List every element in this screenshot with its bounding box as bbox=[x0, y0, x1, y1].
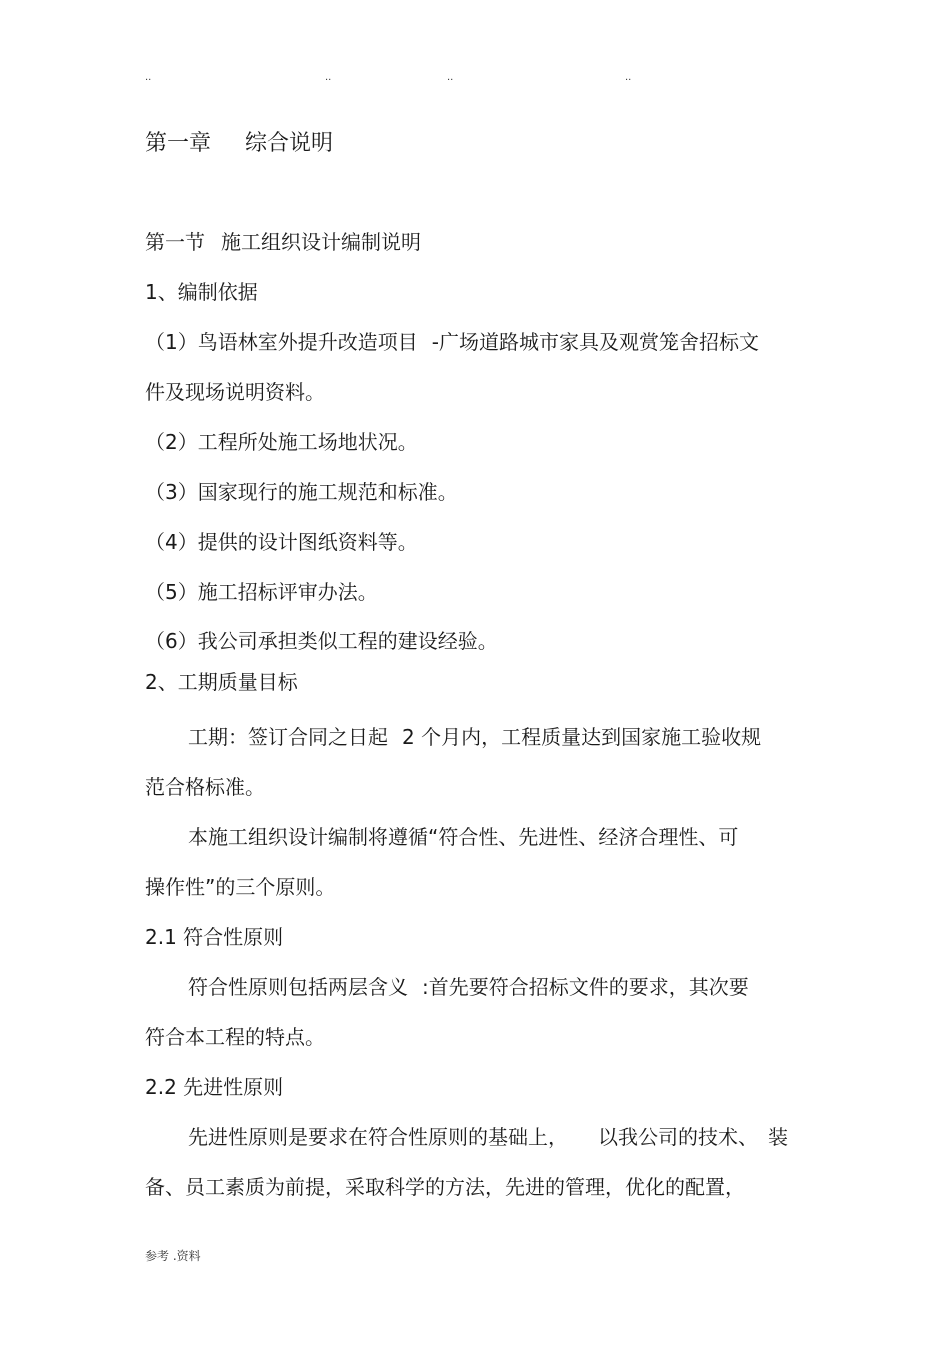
chapter-name: 综合说明 bbox=[245, 131, 334, 156]
conformity-paragraph bbox=[188, 974, 749, 1000]
schedule-paragraph-continued: 范合格标准。 bbox=[145, 775, 265, 799]
basis-item-1-continued: 件及现场说明资料。 bbox=[145, 380, 325, 404]
schedule-part-b: 2 个月内，工程质量达到国家施工验收规 bbox=[402, 725, 762, 749]
heading-conformity: 2.1 符合性原则 bbox=[145, 925, 284, 949]
header-mark: .. bbox=[145, 72, 152, 83]
basis-item-5: （5）施工招标评审办法。 bbox=[145, 580, 378, 604]
chapter-title bbox=[145, 130, 333, 158]
basis-item-2: （2）工程所处施工场地状况。 bbox=[145, 430, 418, 454]
section-title bbox=[145, 229, 421, 255]
advanced-paragraph bbox=[188, 1124, 788, 1150]
header-mark: .. bbox=[325, 72, 332, 83]
heading-basis: 1、编制依据 bbox=[145, 280, 258, 304]
principles-intro: 本施工组织设计编制将遵循“符合性、先进性、经济合理性、可 bbox=[188, 825, 739, 849]
basis-item-4: （4）提供的设计图纸资料等。 bbox=[145, 530, 418, 554]
advanced-part-b: 以我公司的技术、 bbox=[598, 1125, 758, 1149]
principles-intro-continued: 操作性”的三个原则。 bbox=[145, 875, 336, 899]
basis-item-6: （6）我公司承担类似工程的建设经验。 bbox=[145, 629, 498, 653]
header-mark: .. bbox=[625, 72, 632, 83]
basis-item-1 bbox=[145, 329, 759, 355]
schedule-paragraph bbox=[188, 724, 761, 750]
schedule-part-a: 工期：签订合同之日起 bbox=[188, 725, 388, 749]
section-name: 施工组织设计编制说明 bbox=[221, 230, 421, 254]
advanced-part-a: 先进性原则是要求在符合性原则的基础上， bbox=[188, 1125, 568, 1149]
chapter-number: 第一章 bbox=[145, 131, 212, 156]
conformity-paragraph-continued: 符合本工程的特点。 bbox=[145, 1025, 325, 1049]
section-number: 第一节 bbox=[145, 230, 205, 254]
advanced-part-c: 装 bbox=[768, 1125, 788, 1149]
conformity-part-a: 符合性原则包括两层含义 bbox=[188, 975, 408, 999]
basis-item-1-part-b: -广场道路城市家具及观赏笼舍招标文 bbox=[431, 330, 759, 354]
conformity-part-b: :首先要符合招标文件的要求，其次要 bbox=[422, 975, 749, 999]
advanced-paragraph-continued: 备、员工素质为前提，采取科学的方法，先进的管理，优化的配置， bbox=[145, 1175, 745, 1199]
header-mark: .. bbox=[447, 72, 454, 83]
basis-item-1-part-a: （1）鸟语林室外提升改造项目 bbox=[145, 330, 418, 354]
basis-item-3: （3）国家现行的施工规范和标准。 bbox=[145, 480, 458, 504]
heading-schedule-quality: 2、工期质量目标 bbox=[145, 670, 298, 694]
page-footer: 参考 .资料 bbox=[145, 1249, 201, 1263]
heading-advanced: 2.2 先进性原则 bbox=[145, 1075, 284, 1099]
